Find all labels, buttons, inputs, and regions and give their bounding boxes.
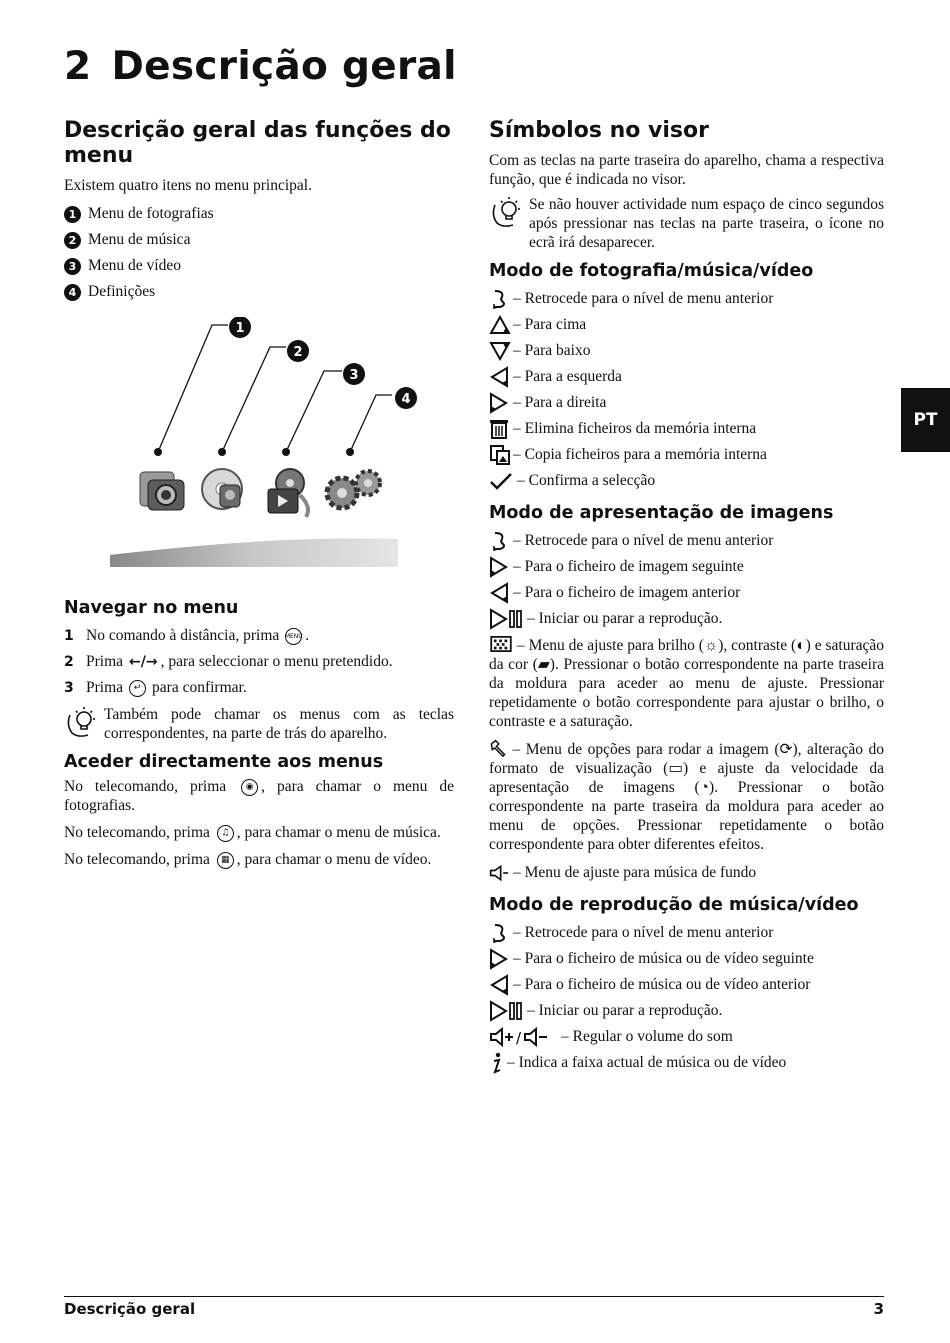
list-item-label: – Confirma a selecção (517, 472, 656, 489)
menu-illustration (110, 317, 450, 579)
list-item (489, 364, 884, 390)
callout-1: 1 (235, 321, 245, 336)
step-text-end: , para seleccionar o menu pretendido. (160, 653, 393, 670)
para-text: No telecomando, prima (64, 851, 210, 868)
list-item (64, 649, 454, 675)
rotate-icon: ⟳ (779, 741, 793, 758)
list-item (64, 201, 454, 227)
info-icon (489, 1052, 507, 1074)
menu-illustration-graphic (110, 317, 450, 579)
menu-overview-heading: Descrição geral das funções do menu (64, 118, 451, 168)
list-item-label: Menu de música (88, 231, 191, 248)
list-item-label: – Iniciar ou parar a reprodução. (527, 610, 723, 627)
music-settings-icon (489, 862, 513, 884)
list-item-label: – Para a direita (513, 394, 607, 411)
list-item (489, 972, 884, 998)
left-column (64, 118, 454, 875)
menu-bar-background (110, 538, 398, 567)
step-number: 1 (64, 628, 74, 644)
para-text: No telecomando, prima (64, 778, 227, 795)
step-number: 3 (64, 680, 74, 696)
format-icon: ▭ (668, 760, 683, 777)
para-text: ), alteração do formato de visualização ( (489, 741, 884, 777)
list-item-label: – Copia ficheiros para a memória interna (513, 446, 767, 463)
list-item-label: – Regular o volume do som (561, 1028, 733, 1045)
photo-key-icon: ◉ (241, 779, 258, 796)
para-text: ) e saturação da cor ( (489, 637, 885, 673)
tip-text: Se não houver actividade num espaço de cinco segundos após pressionar nas teclas na parte traseira, o ícone no ecrã irá desaparecer. (529, 196, 884, 251)
right-column (489, 118, 884, 1076)
options-menu-para (489, 739, 884, 854)
list-item-label: – Para o ficheiro de imagem anterior (513, 584, 741, 601)
list-item-label: – Para o ficheiro de imagem seguinte (513, 558, 744, 575)
list-item (489, 286, 884, 312)
number-badge: 3 (64, 258, 81, 275)
list-item (489, 338, 884, 364)
list-item-label: – Retrocede para o nível de menu anterior (513, 532, 774, 549)
list-item (489, 998, 884, 1024)
list-item (489, 1024, 884, 1050)
para-text-end: , para chamar o menu de vídeo. (236, 851, 432, 868)
list-item-label: – Menu de ajuste para música de fundo (513, 864, 757, 881)
volume-icon (489, 1026, 557, 1048)
left-icon (489, 582, 513, 604)
list-item-label: – Para cima (513, 316, 587, 333)
direct-music-para (64, 823, 454, 842)
number-badge: 4 (64, 284, 81, 301)
list-item (64, 253, 454, 279)
navigate-heading: Navegar no menu (64, 598, 239, 618)
list-item (489, 946, 884, 972)
page-number: 3 (873, 1300, 884, 1318)
direct-photo-para (64, 777, 454, 815)
callout-3: 3 (349, 368, 359, 383)
para-text: ). Pressionar o botão correspondente na parte traseira da moldura para aceder ao menu de opções. Pressionar repetidamente o botão correspondente para obter diferentes efeitos. (489, 779, 884, 853)
svg-text:/: / (516, 1029, 522, 1047)
list-item (489, 920, 884, 946)
para-text: No telecomando, prima (64, 824, 210, 841)
step-text: Prima (86, 653, 124, 670)
list-item (489, 1050, 884, 1076)
tip-bulb-icon (64, 705, 100, 739)
playback-mode-heading: Modo de reprodução de música/vídeo (489, 895, 859, 915)
list-item-label: Definições (88, 283, 156, 300)
list-item (489, 606, 884, 632)
list-item (489, 442, 884, 468)
video-key-icon: ▦ (217, 852, 234, 869)
tip-text: Também pode chamar os menus com as teclas correspondentes, na parte de trás do aparelho. (104, 706, 454, 742)
list-item (489, 860, 884, 886)
para-text: – Menu de opções para rodar a imagem ( (512, 741, 780, 758)
step-text: No comando à distância, prima (86, 627, 280, 644)
list-item-label: – Para o ficheiro de música ou de vídeo seguinte (513, 950, 814, 967)
list-item-label: – Indica a faixa actual de música ou de vídeo (507, 1054, 787, 1071)
menu-intro: Existem quatro itens no menu principal. (64, 177, 312, 194)
list-item (64, 227, 454, 253)
play-pause-icon (489, 608, 523, 630)
symbols-heading: Símbolos no visor (489, 118, 709, 143)
direct-video-para (64, 850, 454, 869)
contrast-icon: ◐ (796, 637, 806, 654)
photo-menu-icon (140, 472, 184, 510)
music-menu-icon (202, 469, 242, 509)
tip-bulb-icon (489, 195, 525, 229)
list-item (489, 468, 884, 494)
music-key-icon: ♫ (217, 825, 234, 842)
para-text: ), contraste ( (718, 637, 797, 654)
left-icon (489, 366, 513, 388)
settings-menu-icon (327, 471, 380, 508)
callout-2: 2 (293, 345, 303, 360)
play-pause-icon (489, 1000, 523, 1022)
para-text: – Menu de ajuste para brilho ( (516, 637, 704, 654)
back-icon (489, 530, 513, 552)
slideshow-mode-heading: Modo de apresentação de imagens (489, 503, 834, 523)
right-icon (489, 392, 513, 414)
navigate-steps (64, 623, 454, 701)
list-item-label: – Para baixo (513, 342, 591, 359)
tip-note (489, 195, 884, 252)
trash-icon (489, 418, 513, 440)
list-item (489, 528, 884, 554)
chapter-number: 2 (64, 44, 92, 89)
list-item (489, 580, 884, 606)
check-icon (489, 470, 517, 492)
down-icon (489, 340, 513, 362)
chapter-title-text: Descrição geral (111, 44, 457, 89)
menu-items-list (64, 201, 454, 305)
chapter-title (64, 44, 457, 89)
back-icon (489, 288, 513, 310)
step-number: 2 (64, 654, 74, 670)
video-menu-icon (268, 469, 308, 517)
right-icon (489, 556, 513, 578)
list-item (489, 390, 884, 416)
list-item-label: – Para a esquerda (513, 368, 622, 385)
step-text-end: . (305, 627, 310, 644)
saturation-icon: ▰ (537, 656, 550, 673)
footer-section-title: Descrição geral (64, 1300, 196, 1318)
wrench-icon (489, 739, 507, 757)
language-tab: PT (901, 388, 950, 452)
arrow-keys-icon: ←/→ (129, 654, 158, 670)
left-icon (489, 974, 513, 996)
adjust-icon (489, 636, 513, 652)
callout-4: 4 (401, 392, 411, 407)
symbols-intro: Com as teclas na parte traseira do aparelho, chama a respectiva função, que é indicada no visor. (489, 152, 884, 188)
slideshow-mode-list (489, 528, 884, 632)
list-item (489, 312, 884, 338)
right-icon (489, 948, 513, 970)
up-icon (489, 314, 513, 336)
list-item (489, 416, 884, 442)
footer-divider (64, 1296, 884, 1297)
list-item-label: – Iniciar ou parar a reprodução. (527, 1002, 723, 1019)
enter-key-icon: ↵ (129, 680, 146, 697)
list-item-label: – Para o ficheiro de música ou de vídeo anterior (513, 976, 811, 993)
copy-icon (489, 444, 513, 466)
list-item-label: Menu de vídeo (88, 257, 181, 274)
step-text: Prima (86, 679, 124, 696)
para-text-end: , para chamar o menu de fotografias. (64, 778, 455, 814)
menu-key-icon: MENU (285, 628, 302, 645)
list-item (64, 279, 454, 305)
photo-mode-heading: Modo de fotografia/música/vídeo (489, 261, 814, 281)
list-item (64, 623, 454, 649)
adjust-menu-para (489, 636, 884, 731)
direct-access-heading: Aceder directamente aos menus (64, 752, 384, 772)
list-item-label: Menu de fotografias (88, 205, 214, 222)
list-item (64, 675, 454, 701)
back-icon (489, 922, 513, 944)
photo-mode-list (489, 286, 884, 494)
number-badge: 2 (64, 232, 81, 249)
number-badge: 1 (64, 206, 81, 223)
list-item-label: – Elimina ficheiros da memória interna (513, 420, 757, 437)
para-text: ) e ajuste da velocidade da apresentação de imagens ( (489, 760, 884, 796)
brightness-icon: ☼ (703, 637, 719, 654)
playback-mode-list (489, 920, 884, 1076)
step-text-end: para confirmar. (152, 679, 247, 696)
tip-note (64, 705, 454, 743)
para-text-end: , para chamar o menu de música. (236, 824, 441, 841)
list-item (489, 554, 884, 580)
list-item-label: – Retrocede para o nível de menu anterior (513, 290, 774, 307)
list-item-label: – Retrocede para o nível de menu anterior (513, 924, 774, 941)
para-text: ). Pressionar o botão correspondente na parte traseira da moldura para aceder ao menu de ajuste. Pressionar repetidamente o botão correspondente para ajustar o brilho, o contraste e a saturação. (489, 656, 884, 730)
speed-icon: ◔ (699, 779, 710, 796)
